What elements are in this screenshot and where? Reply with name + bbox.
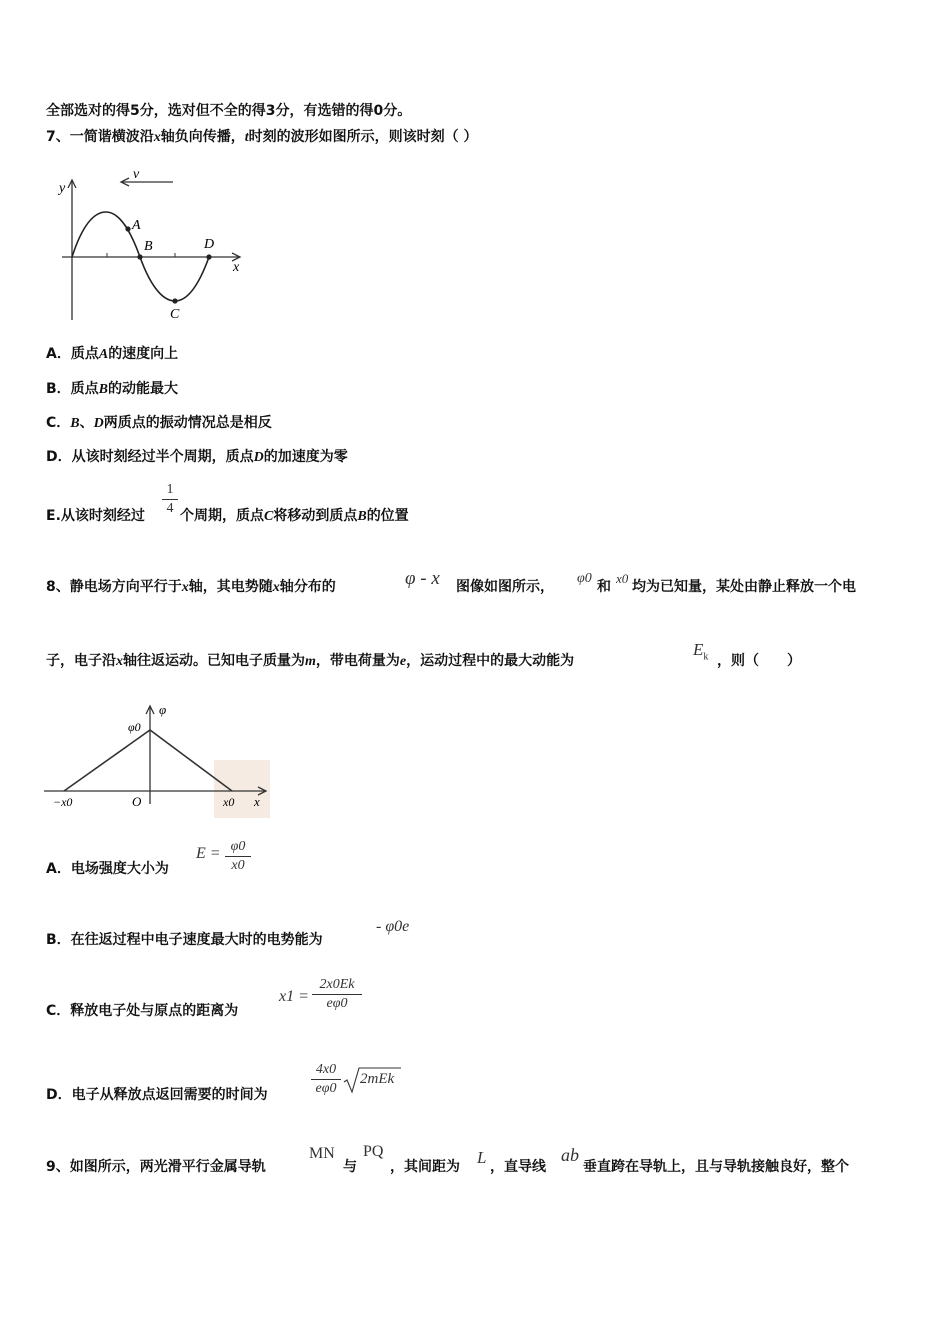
q7-option-B-pre: 质点 xyxy=(70,381,99,397)
q7-option-D-pre: 从该时刻经过半个周期，质点 xyxy=(71,449,254,465)
q8-x0-label: x0 xyxy=(223,795,235,809)
q8-line1-c: 图像如图所示， xyxy=(456,579,554,595)
q8-line1-x2: x xyxy=(272,580,280,595)
q7-option-E-rest xyxy=(180,506,409,527)
q7-option-D-var: D xyxy=(253,450,264,465)
q7-option-B-var: B xyxy=(98,382,109,397)
q8-option-C-lhs: x1 = xyxy=(279,988,309,1005)
intro-text: 全部选对的得5分，选对但不全的得3分，有选错的得0分。 xyxy=(46,103,412,119)
q7-option-E-frac-num: 1 xyxy=(166,482,174,497)
q8-option-D-den: eφ0 xyxy=(315,1081,337,1096)
q8-option-C-num: 2x0Ek xyxy=(319,977,355,992)
q7-option-B xyxy=(46,379,178,400)
q8-line2-start xyxy=(46,651,574,672)
q7-stem-prefix: 7、一简谐横波沿 xyxy=(46,129,154,145)
q8-option-B-label: B．在往返过程中电子速度最大时的电势能为 xyxy=(46,932,323,948)
q7-option-E-letter: E. xyxy=(46,508,61,524)
q8-neg-x0-label: −x0 xyxy=(53,795,73,809)
q8-Ek-sub: k xyxy=(703,651,709,663)
q9-c: 垂直跨在导轨上，且与导轨接触良好，整个 xyxy=(583,1159,849,1175)
q7-option-E-pre: 从该时刻经过 xyxy=(60,508,145,524)
q7-option-E-mid2: 将移动到质点 xyxy=(273,508,358,524)
q7-option-E-frac-den: 4 xyxy=(166,501,174,516)
q7-point-A-dot xyxy=(125,226,130,231)
q7-label-D: D xyxy=(204,237,215,252)
q8-option-C-label: C．释放电子处与原点的距离为 xyxy=(46,1003,239,1019)
q7-option-E-var2: B xyxy=(357,509,367,524)
q8-option-A-label: A．电场强度大小为 xyxy=(46,861,169,877)
q8-line2-c: ，带电荷量为 xyxy=(315,653,400,669)
q8-option-D-fraction xyxy=(311,1061,341,1098)
q8-option-A-den: x0 xyxy=(231,858,245,873)
q8-option-C-fraction xyxy=(312,976,362,1013)
q7-wave-figure xyxy=(55,168,255,328)
q7-option-C-mid: 、 xyxy=(79,415,94,431)
q7-v-label: v xyxy=(133,168,140,182)
q9-prefix: 9、如图所示，两光滑平行金属导轨 xyxy=(46,1159,266,1175)
q8-line2-e: e xyxy=(399,654,407,669)
q7-option-B-letter: B． xyxy=(46,381,71,397)
q8-option-D-label: D．电子从释放点返回需要的时间为 xyxy=(46,1087,268,1103)
q8-line1-d: 均为已知量，某处由静止释放一个电 xyxy=(632,579,856,595)
q8-line1-start xyxy=(46,577,336,598)
q7-stem-mid: 轴负向传播， xyxy=(160,129,245,145)
q8-potential-figure xyxy=(44,700,272,820)
q8-line2-b: 轴往返运动。已知电子质量为 xyxy=(123,653,305,669)
q7-label-C: C xyxy=(170,307,180,322)
q7-y-label: y xyxy=(59,181,66,196)
q8-line1-a: 轴，其电势随 xyxy=(188,579,273,595)
q7-option-C-var2: D xyxy=(93,416,104,431)
q8-Ek-symbol xyxy=(693,640,708,662)
q7-stem-suffix: 时刻的波形如图所示，则该时刻（ ） xyxy=(248,129,478,145)
q8-phi-x-expr: φ - x xyxy=(405,568,440,589)
q7-stem xyxy=(46,127,478,148)
q8-x0-symbol: x0 xyxy=(616,571,629,586)
q7-option-A-var: A xyxy=(98,347,109,362)
q9-b: ，直导线 xyxy=(490,1159,546,1175)
q7-option-E-var: C xyxy=(264,509,274,524)
q7-option-A-pre: 质点 xyxy=(70,346,99,362)
q8-phi0-symbol: φ0 xyxy=(577,571,592,586)
q7-option-A-letter: A． xyxy=(46,346,71,362)
q8-option-A-num: φ0 xyxy=(230,839,246,854)
q7-x-label: x xyxy=(233,260,240,275)
q8-line2-x: x xyxy=(116,654,123,669)
q8-line1-b: 轴分布的 xyxy=(279,579,336,595)
q7-option-D xyxy=(46,447,348,468)
q7-label-A: A xyxy=(132,218,141,233)
q8-line2-d: ，运动过程中的最大动能为 xyxy=(406,653,575,669)
q9-L: L xyxy=(477,1148,487,1167)
q7-option-A xyxy=(46,344,178,365)
q8-potential-curve xyxy=(64,730,232,791)
q7-stem-t: t xyxy=(244,130,249,145)
q9-yu: 与 xyxy=(343,1159,357,1175)
q7-option-E-start xyxy=(46,506,145,526)
q7-option-D-post: 的加速度为零 xyxy=(263,449,348,465)
q7-option-E-post: 的位置 xyxy=(366,508,409,524)
q8-option-C-den: eφ0 xyxy=(326,996,348,1011)
q8-Ek-E: E xyxy=(693,640,704,659)
q9-a: ，其间距为 xyxy=(390,1159,460,1175)
q7-option-C-letter: C． xyxy=(46,415,71,431)
q8-option-D-sqrt-content: 2mEk xyxy=(360,1071,395,1087)
q7-point-D-dot xyxy=(206,254,211,259)
q7-option-E-mid: 个周期，质点 xyxy=(180,508,264,524)
q9-PQ: PQ xyxy=(363,1143,384,1160)
q7-option-A-post: 的速度向上 xyxy=(108,346,179,362)
q8-line2-m: m xyxy=(305,654,316,669)
q8-line2-e-text: ，则（ ） xyxy=(717,653,801,669)
q8-option-B-expr: - φ0e xyxy=(376,918,410,935)
q8-x-axis-label: x xyxy=(254,794,260,809)
q7-option-C-var: B xyxy=(70,416,80,431)
q8-line1-x: x xyxy=(181,580,189,595)
q8-and: 和 xyxy=(597,579,611,595)
q9-MN: MN xyxy=(309,1145,335,1162)
q8-option-D-num: 4x0 xyxy=(315,1062,337,1077)
q8-phi-axis-label: φ xyxy=(159,702,167,717)
q7-option-D-letter: D． xyxy=(46,449,72,465)
q7-point-C-dot xyxy=(172,298,177,303)
q8-phi0-label: φ0 xyxy=(128,720,141,734)
q7-option-B-post: 的动能最大 xyxy=(108,381,179,397)
q7-point-B-dot xyxy=(137,254,142,259)
q7-label-B: B xyxy=(144,239,153,254)
q8-line1-prefix: 8、静电场方向平行于 xyxy=(46,579,182,595)
q8-origin-label: O xyxy=(132,794,142,809)
q7-option-C xyxy=(46,413,272,434)
q8-option-A-lhs: E = xyxy=(196,845,221,862)
q8-option-A-fraction xyxy=(225,838,251,875)
q9-ab: ab xyxy=(561,1145,579,1165)
q7-stem-x: x xyxy=(153,130,161,145)
q7-option-C-post: 两质点的振动情况总是相反 xyxy=(103,415,272,431)
q7-option-E-fraction xyxy=(162,481,178,518)
q8-line2-a: 子，电子沿 xyxy=(46,653,116,669)
